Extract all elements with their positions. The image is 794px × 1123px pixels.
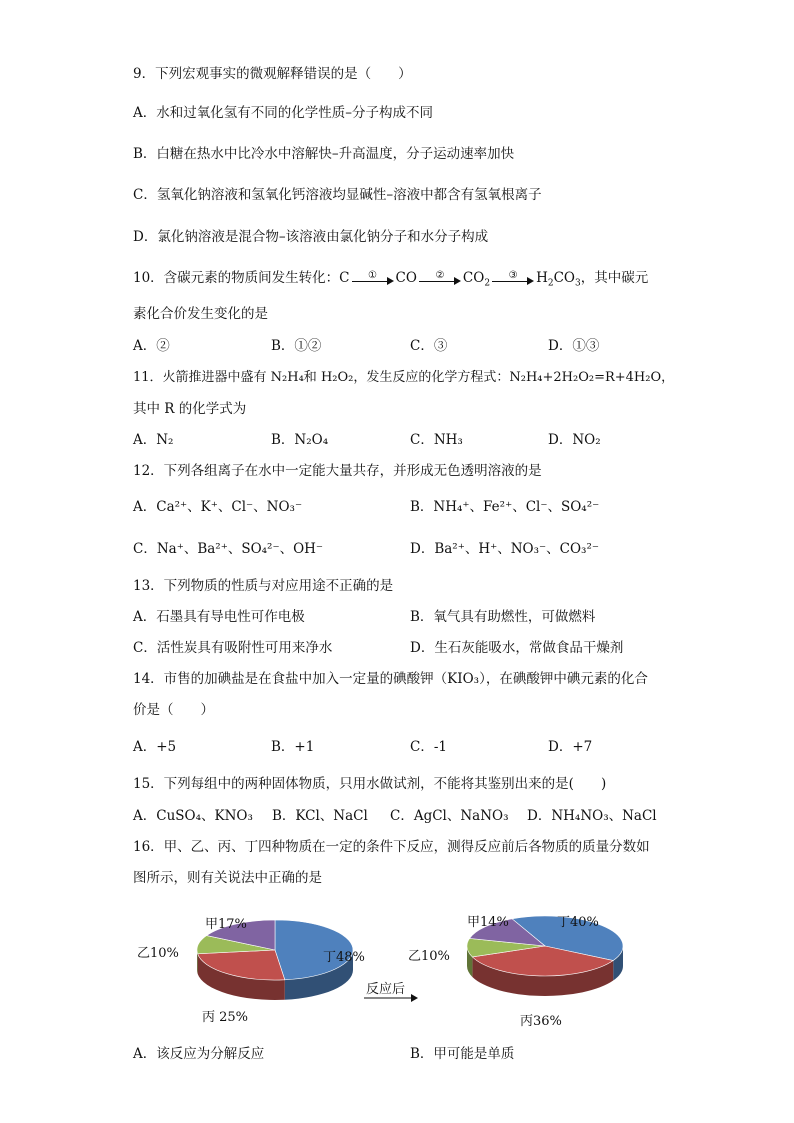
formula-co: CO (395, 270, 417, 286)
q11-option-a: A．N₂ (133, 432, 174, 448)
q10-option-c: C．③ (410, 338, 448, 354)
q10-stem (133, 268, 648, 288)
q15-option-a: A．CuSO₄、KNO₃ (133, 808, 253, 824)
q9-stem: 9．下列宏观事实的微观解释错误的是（ ） (133, 66, 412, 82)
q14-stem-line1: 14．市售的加碘盐是在食盐中加入一定量的碘酸钾（KIO₃），在碘酸钾中碘元素的化合 (133, 671, 648, 687)
reaction-arrow-2: ② (419, 272, 461, 286)
q10-stem-suffix: ，其中碳元 (580, 270, 649, 286)
q16-option-b: B．甲可能是单质 (410, 1046, 515, 1062)
reaction-arrow-1: ① (352, 272, 394, 286)
q10-stem-prefix: 10．含碳元素的物质间发生转化：C (133, 270, 350, 286)
q16-option-a: A．该反应为分解反应 (133, 1046, 265, 1062)
q16-stem-line1: 16．甲、乙、丙、丁四种物质在一定的条件下反应，测得反应前后各物质的质量分数如 (133, 839, 650, 855)
pie1-label-yi: 乙10% (137, 946, 179, 961)
q11-stem-line2: 其中 R 的化学式为 (133, 401, 247, 417)
q12-option-d: D．Ba²⁺、H⁺、NO₃⁻、CO₃²⁻ (410, 541, 599, 557)
formula-co2: $CO_2$ (462, 270, 491, 289)
pie2-label-jia: 甲14% (467, 915, 509, 930)
q14-option-a: A．+5 (133, 739, 177, 755)
q12-option-a: A．Ca²⁺、K⁺、Cl⁻、NO₃⁻ (133, 499, 303, 515)
q10-option-a: A．② (133, 338, 170, 354)
pie2-label-bing: 丙36% (520, 1014, 562, 1029)
q12-stem: 12．下列各组离子在水中一定能大量共存，并形成无色透明溶液的是 (133, 463, 542, 479)
q9-option-c: C．氢氧化钠溶液和氢氧化钙溶液均显碱性–溶液中都含有氢氧根离子 (133, 187, 542, 203)
q15-option-d: D．NH₄NO₃、NaCl (527, 808, 657, 824)
formula-h2co3: $H_2CO_3$ (536, 270, 581, 289)
q10-option-d: D．①③ (548, 338, 600, 354)
q15-option-b: B．KCl、NaCl (272, 808, 368, 824)
q14-option-d: D．+7 (548, 739, 593, 755)
pie1-label-jia: 甲17% (205, 917, 247, 932)
reaction-arrow-3: ③ (492, 272, 534, 286)
q14-option-b: B．+1 (271, 739, 315, 755)
q11-option-d: D．NO₂ (548, 432, 601, 448)
q15-stem: 15．下列每组中的两种固体物质，只用水做试剂，不能将其鉴别出来的是( ) (133, 776, 607, 792)
q10-option-b: B．①② (271, 338, 322, 354)
q13-option-c: C．活性炭具有吸附性可用来净水 (133, 640, 333, 656)
q10-stem-line2: 素化合价发生变化的是 (133, 306, 268, 322)
q13-stem: 13．下列物质的性质与对应用途不正确的是 (133, 578, 394, 594)
pie2-label-ding: 丁40% (557, 915, 599, 930)
reaction-after-arrow (364, 992, 419, 1004)
q11-option-b: B．N₂O₄ (271, 432, 329, 448)
q9-option-d: D．氯化钠溶液是混合物–该溶液由氯化钠分子和水分子构成 (133, 229, 489, 245)
q13-option-a: A．石墨具有导电性可作电极 (133, 609, 305, 625)
q12-option-c: C．Na⁺、Ba²⁺、SO₄²⁻、OH⁻ (133, 541, 324, 557)
q9-option-b: B．白糖在热水中比冷水中溶解快–升高温度，分子运动速率加快 (133, 146, 515, 162)
pie1-label-ding: 丁48% (323, 950, 365, 965)
q11-stem-line1: 11．火箭推进器中盛有 N₂H₄和 H₂O₂，发生反应的化学方程式：N₂H₄+2H₂O₂=R+4H₂O， (133, 370, 675, 385)
q14-option-c: C．-1 (410, 739, 447, 755)
pie1-label-bing: 丙 25% (202, 1010, 249, 1025)
pie2-label-yi: 乙10% (408, 949, 450, 964)
q16-stem-line2: 图所示，则有关说法中正确的是 (133, 870, 322, 886)
q13-option-d: D．生石灰能吸水，常做食品干燥剂 (410, 640, 624, 656)
q14-stem-line2: 价是（ ） (133, 702, 214, 718)
q15-option-c: C．AgCl、NaNO₃ (390, 808, 509, 824)
reaction-after-label: 反应后 (366, 982, 406, 997)
q12-option-b: B．NH₄⁺、Fe²⁺、Cl⁻、SO₄²⁻ (410, 499, 600, 515)
q13-option-b: B．氧气具有助燃性，可做燃料 (410, 609, 596, 625)
q11-option-c: C．NH₃ (410, 432, 463, 448)
q9-option-a: A．水和过氧化氢有不同的化学性质–分子构成不同 (133, 105, 433, 121)
